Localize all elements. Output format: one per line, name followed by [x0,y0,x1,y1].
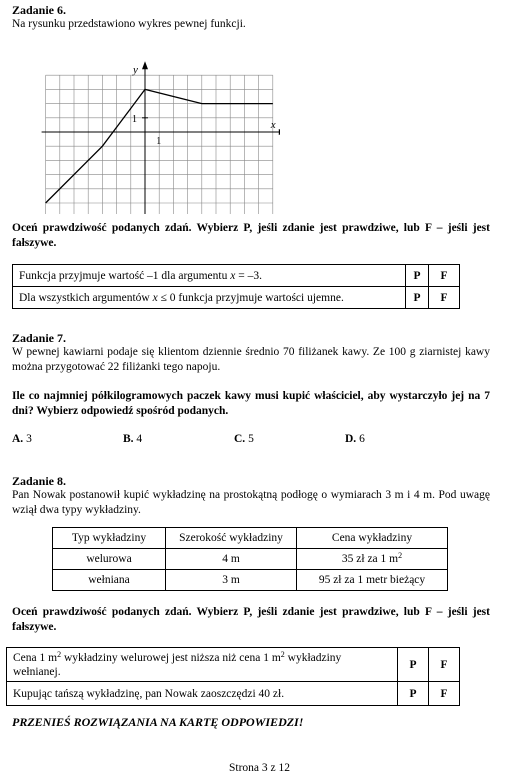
task6-heading: Zadanie 6. [12,3,67,17]
table-header-row [53,528,448,549]
table-row [53,570,448,591]
task8-intro: Pan Nowak postanowił kupić wykładzinę na prostokątną podłogę o wymiarach 3 m i 4 m. Pod uwagę wziął dwa typy wykładziny. [12,489,490,516]
cell-width: 4 m [166,549,297,570]
transfer-note: PRZENIEŚ ROZWIĄZANIA NA KARTĘ ODPOWIEDZI! [12,715,304,729]
answer-f[interactable]: F [429,682,460,706]
task6-statement-row [13,265,460,287]
statement-text: Cena 1 $m^2$ wykładziny welurowej jest niższa niż cena 1 $m^2$ wykładziny wełnianej. [7,648,398,682]
page-number: Strona 3 z 12 [228,762,290,774]
answer-p[interactable]: P [398,682,429,706]
table-row [53,549,448,570]
header-cell: Cena wykładziny [297,528,448,549]
statement-text: Dla wszystkich argumentów x ≤ 0 funkcja przyjmuje wartości ujemne. [13,287,406,309]
task8-statements-table [6,647,460,706]
header-cell: Szerokość wykładziny [166,528,297,549]
cell-width: 3 m [166,570,297,591]
option-d[interactable]: D. 6 [345,433,365,445]
x-axis-label: x [270,119,276,131]
answer-p[interactable]: P [398,648,429,682]
x-tick-label: 1 [156,136,162,147]
answer-f[interactable]: F [429,648,460,682]
option-a[interactable]: A. 3 [12,433,32,445]
option-b[interactable]: B. 4 [123,433,143,445]
task8-statement-row [7,682,460,706]
task6-intro: Na rysunku przedstawiono wykres pewnej funkcji. [12,18,246,30]
answer-f[interactable]: F [429,265,460,287]
task7-question: Ile co najmniej półkilogramowych paczek kawy musi kupić właściciel, aby wystarczyło jej na 7 dni? Wybierz odpowiedź spośród podanych. [12,390,490,417]
answer-p[interactable]: P [406,287,429,309]
task6-statements-table [12,264,460,309]
answer-f[interactable]: F [429,287,460,309]
task6-statement-row [13,287,460,309]
cell-type: welurowa [53,549,166,570]
cell-price: 35 zł za 1 $m^2$ [297,549,448,570]
cell-type: wełniana [53,570,166,591]
statement-text: Funkcja przyjmuje wartość –1 dla argumentu x = –3. [13,265,406,287]
y-axis-label: y [133,64,138,77]
function-graph [40,34,280,214]
task8-heading: Zadanie 8. [12,474,67,488]
option-c[interactable]: C. 5 [234,433,254,445]
task6-instruction: Oceń prawdziwość podanych zdań. Wybierz P, jeśli zdanie jest prawdziwe, lub F – jeśli jest fałszywe. [12,222,490,249]
answer-p[interactable]: P [406,265,429,287]
cell-price: 95 zł za 1 metr bieżący [297,570,448,591]
task7-heading: Zadanie 7. [12,331,67,345]
header-cell: Typ wykładziny [53,528,166,549]
task7-intro: W pewnej kawiarni podaje się klientom dziennie średnio 70 filiżanek kawy. Ze 100 g ziarnistej kawy można przygotować 22 filiżanki tego napoju. [12,346,490,373]
carpet-table [52,527,448,591]
task8-statement-row [7,648,460,682]
y-axis [142,61,148,214]
statement-text: Kupując tańszą wykładzinę, pan Nowak zaoszczędzi 40 zł. [7,682,398,706]
y-tick-label: 1 [132,113,137,125]
task8-instruction: Oceń prawdziwość podanych zdań. Wybierz P, jeśli zdanie jest prawdziwe, lub F – jeśli jest fałszywe. [12,606,490,633]
